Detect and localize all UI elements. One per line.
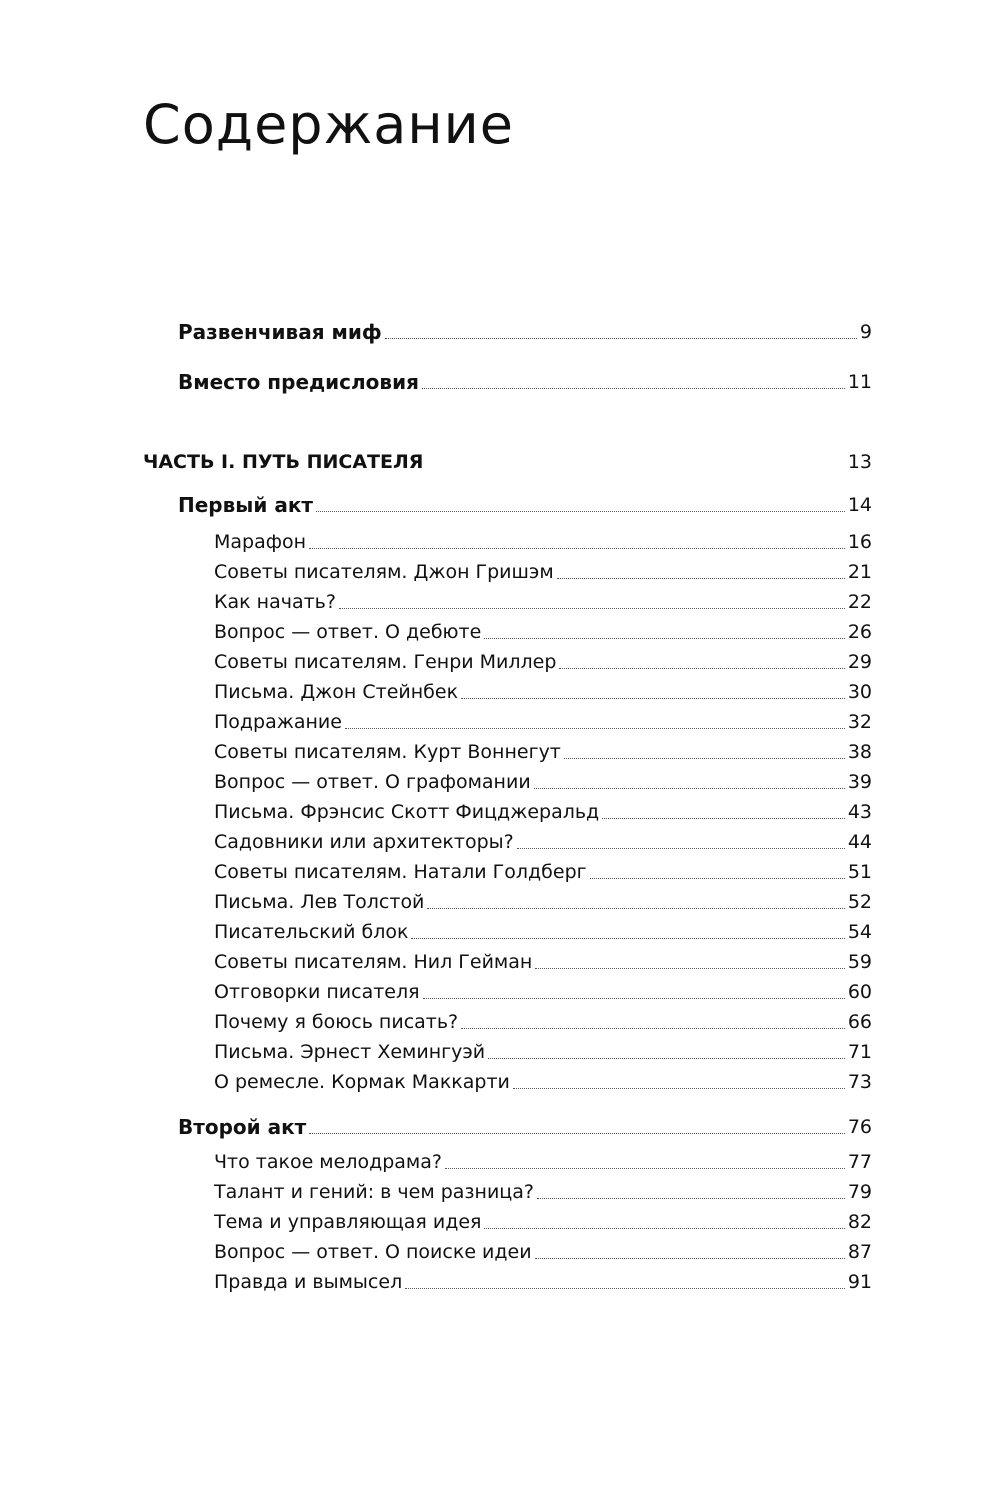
toc-entry[interactable] <box>214 1267 872 1297</box>
toc-entry-label: Советы писателям. Натали Голдберг <box>214 861 587 883</box>
toc-entry-label: Советы писателям. Джон Гришэм <box>214 561 554 583</box>
dot-leader <box>488 1058 845 1059</box>
toc-entry-page: 29 <box>847 651 872 673</box>
toc-entry-label: Марафон <box>214 531 307 553</box>
toc-entry-page: 30 <box>847 681 872 703</box>
toc-act-2[interactable] <box>178 1112 872 1142</box>
toc-entry-label: Письма. Джон Стейнбек <box>214 681 459 703</box>
toc-entry[interactable] <box>214 1037 872 1067</box>
toc-act-page: 14 <box>847 494 872 516</box>
toc-entry[interactable] <box>214 737 872 767</box>
toc-entry-label: О ремесле. Кормак Маккарти <box>214 1071 510 1093</box>
dot-leader <box>422 388 845 389</box>
dot-leader <box>385 338 857 339</box>
toc-entry-label: Письма. Фрэнсис Скотт Фицджеральд <box>214 801 600 823</box>
toc-entry[interactable] <box>214 857 872 887</box>
toc-entry[interactable] <box>214 557 872 587</box>
toc-entry-page: 51 <box>847 861 872 883</box>
toc-entry[interactable] <box>214 947 872 977</box>
dot-leader <box>484 1228 844 1229</box>
toc-entry-page: 43 <box>847 801 872 823</box>
toc-entry-page: 26 <box>847 621 872 643</box>
toc-entry-page: 73 <box>847 1071 872 1093</box>
dot-leader <box>517 848 845 849</box>
toc-entry-front-2[interactable] <box>178 367 872 397</box>
toc-entry-page: 9 <box>859 321 872 343</box>
toc-act-label: Второй акт <box>178 1115 307 1139</box>
toc-entry[interactable] <box>214 647 872 677</box>
dot-leader <box>339 608 845 609</box>
toc-entry-label: Вопрос — ответ. О поиске идеи <box>214 1241 532 1263</box>
toc-entry-page: 79 <box>847 1181 872 1203</box>
toc-entry-label: Вопрос — ответ. О графомании <box>214 771 531 793</box>
toc-entry[interactable] <box>214 527 872 557</box>
toc-entry-front-1[interactable] <box>178 317 872 347</box>
toc-entry-label: Почему я боюсь писать? <box>214 1011 459 1033</box>
toc-entry[interactable] <box>214 617 872 647</box>
toc-entry[interactable] <box>214 1067 872 1097</box>
toc-entry[interactable] <box>214 707 872 737</box>
dot-leader <box>316 511 845 512</box>
toc-entry-label: Развенчивая миф <box>178 320 382 344</box>
toc-entry-page: 82 <box>847 1211 872 1233</box>
toc-act-page: 76 <box>847 1116 872 1138</box>
toc-entry-label: Письма. Эрнест Хемингуэй <box>214 1041 486 1063</box>
toc-entry-label: Советы писателям. Нил Гейман <box>214 951 533 973</box>
dot-leader <box>484 638 845 639</box>
dot-leader <box>461 698 845 699</box>
toc-entry-page: 32 <box>847 711 872 733</box>
toc-entry-label: Вопрос — ответ. О дебюте <box>214 621 482 643</box>
toc-entry[interactable] <box>214 1147 872 1177</box>
dot-leader <box>557 578 845 579</box>
toc-entry[interactable] <box>214 1207 872 1237</box>
toc-entry-label: Советы писателям. Курт Воннегут <box>214 741 561 763</box>
toc-entry-page: 22 <box>847 591 872 613</box>
toc-entry-label: Как начать? <box>214 591 336 613</box>
dot-leader <box>535 968 844 969</box>
toc-entry-page: 16 <box>847 531 872 553</box>
toc-entry[interactable] <box>214 827 872 857</box>
dot-leader <box>423 998 845 999</box>
toc-entry-page: 11 <box>847 371 872 393</box>
toc-entry[interactable] <box>214 677 872 707</box>
dot-leader <box>405 1288 845 1289</box>
toc-entry-page: 39 <box>847 771 872 793</box>
toc-entry-label: Тема и управляющая идея <box>214 1211 482 1233</box>
toc-entry[interactable] <box>214 917 872 947</box>
toc-part-page: 13 <box>847 451 872 473</box>
toc-entry-label: Талант и гений: в чем разница? <box>214 1181 534 1203</box>
toc-entry-label: Отговорки писателя <box>214 981 420 1003</box>
toc-entry[interactable] <box>214 767 872 797</box>
dot-leader <box>559 668 844 669</box>
dot-leader <box>564 758 845 759</box>
toc-entry[interactable] <box>214 797 872 827</box>
toc-entry-page: 52 <box>847 891 872 913</box>
dot-leader <box>411 938 844 939</box>
toc-act-1[interactable] <box>178 490 872 520</box>
toc-entry-page: 66 <box>847 1011 872 1033</box>
dot-leader <box>445 1168 845 1169</box>
toc-entry-label: Писательский блок <box>214 921 409 943</box>
dot-leader <box>602 818 845 819</box>
toc-entry[interactable] <box>214 1007 872 1037</box>
toc-entry[interactable] <box>214 1237 872 1267</box>
toc-entry-label: Что такое мелодрама? <box>214 1151 442 1173</box>
toc-entry-page: 77 <box>847 1151 872 1173</box>
toc-entry-page: 21 <box>847 561 872 583</box>
toc-entry-page: 38 <box>847 741 872 763</box>
toc-entry-page: 71 <box>847 1041 872 1063</box>
toc-part-1[interactable] <box>143 447 872 477</box>
toc-entry[interactable] <box>214 1177 872 1207</box>
dot-leader <box>535 1258 845 1259</box>
toc-entry-page: 59 <box>847 951 872 973</box>
toc-part-label: ЧАСТЬ I. ПУТЬ ПИСАТЕЛЯ <box>143 451 424 473</box>
dot-leader <box>309 1133 845 1134</box>
toc-entry-label: Вместо предисловия <box>178 370 419 394</box>
dot-leader <box>590 878 845 879</box>
dot-leader <box>427 908 844 909</box>
toc-entry-page: 44 <box>847 831 872 853</box>
dot-leader <box>309 548 845 549</box>
toc-entry-label: Правда и вымысел <box>214 1271 403 1293</box>
dot-leader <box>513 1088 845 1089</box>
toc-entry-label: Советы писателям. Генри Миллер <box>214 651 557 673</box>
toc-entry-page: 91 <box>847 1271 872 1293</box>
dot-leader <box>534 788 845 789</box>
toc-entry[interactable] <box>214 887 872 917</box>
toc-entry[interactable] <box>214 977 872 1007</box>
dot-leader <box>345 728 845 729</box>
toc-entry-page: 87 <box>847 1241 872 1263</box>
toc-entry-label: Садовники или архитекторы? <box>214 831 514 853</box>
toc-act-label: Первый акт <box>178 493 313 517</box>
page-title: Содержание <box>143 93 514 156</box>
toc-entry[interactable] <box>214 587 872 617</box>
toc-entry-label: Подражание <box>214 711 342 733</box>
toc-entry-label: Письма. Лев Толстой <box>214 891 425 913</box>
toc-entry-page: 54 <box>847 921 872 943</box>
dot-leader <box>461 1028 845 1029</box>
dot-leader <box>537 1198 845 1199</box>
toc-entry-page: 60 <box>847 981 872 1003</box>
